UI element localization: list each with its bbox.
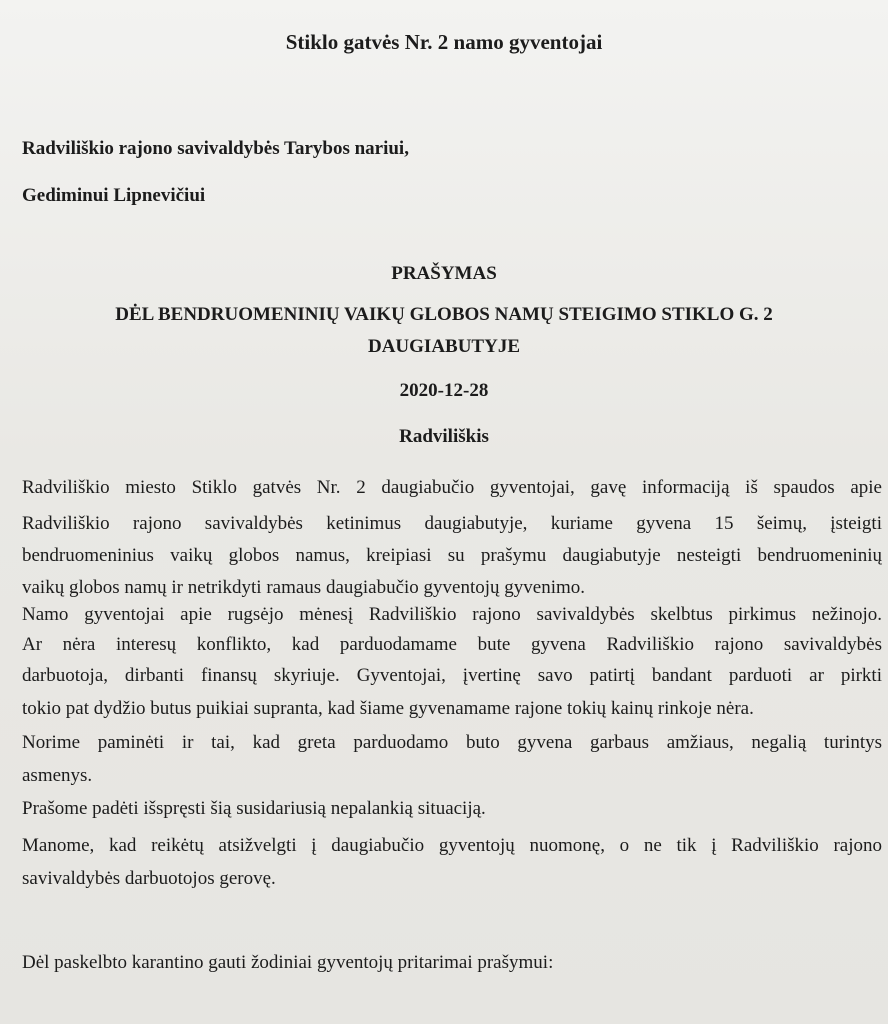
document-subtitle-line-1: DĖL BENDRUOMENINIŲ VAIKŲ GLOBOS NAMŲ STEIGIMO STIKLO G. 2 (115, 304, 773, 325)
body-line-7: darbuotoja, dirbanti finansų skyriuje. Gyventojai, įvertinę savo patirtį bandant parduoti ar pirkti (22, 666, 882, 685)
body-line-12: Manome, kad reikėtų atsižvelgti į daugiabučio gyventojų nuomonę, o ne tik į Radviliškio rajono (22, 836, 882, 855)
body-line-8: tokio pat dydžio butus puikiai supranta, kad šiame gyvenamame rajone tokių kainų rinkoje nėra. (22, 698, 754, 719)
recipient-line-2: Gediminui Lipnevičiui (22, 185, 206, 206)
document-header: Stiklo gatvės Nr. 2 namo gyventojai (285, 30, 603, 54)
body-line-4: vaikų globos namų ir netrikdyti ramaus daugiabučio gyventojų gyvenimo. (22, 577, 586, 598)
body-line-14: Dėl paskelbto karantino gauti žodiniai gyventojų pritarimai prašymui: (22, 952, 554, 973)
body-line-13: savivaldybės darbuotojos gerovę. (22, 868, 276, 889)
body-line-10: asmenys. (22, 765, 93, 786)
body-line-11: Prašome padėti išspręsti šią susidariusią nepalankią situaciją. (22, 798, 486, 819)
document-date: 2020-12-28 (399, 380, 489, 401)
document-title: PRAŠYMAS (391, 263, 497, 284)
document-subtitle-line-2: DAUGIABUTYJE (367, 336, 521, 357)
body-line-3: bendruomeninius vaikų globos namus, kreipiasi su prašymu daugiabutyje nesteigti bendruomeninių (22, 546, 882, 565)
body-line-2: Radviliškio rajono savivaldybės ketinimus daugiabutyje, kuriame gyvena 15 šeimų, įsteigti (22, 514, 882, 533)
document-place: Radviliškis (399, 426, 489, 447)
body-line-6: Ar nėra interesų konflikto, kad parduodamame bute gyvena Radviliškio rajono savivaldybės (22, 635, 882, 654)
body-line-9: Norime paminėti ir tai, kad greta parduodamo buto gyvena garbaus amžiaus, negalią turintys (22, 733, 882, 752)
recipient-line-1: Radviliškio rajono savivaldybės Tarybos nariui, (22, 138, 409, 159)
body-line-5: Namo gyventojai apie rugsėjo mėnesį Radviliškio rajono savivaldybės skelbtus pirkimus nežinojo. (22, 605, 882, 624)
body-line-1: Radviliškio miesto Stiklo gatvės Nr. 2 daugiabučio gyventojai, gavę informaciją iš spaudos apie (22, 478, 882, 497)
